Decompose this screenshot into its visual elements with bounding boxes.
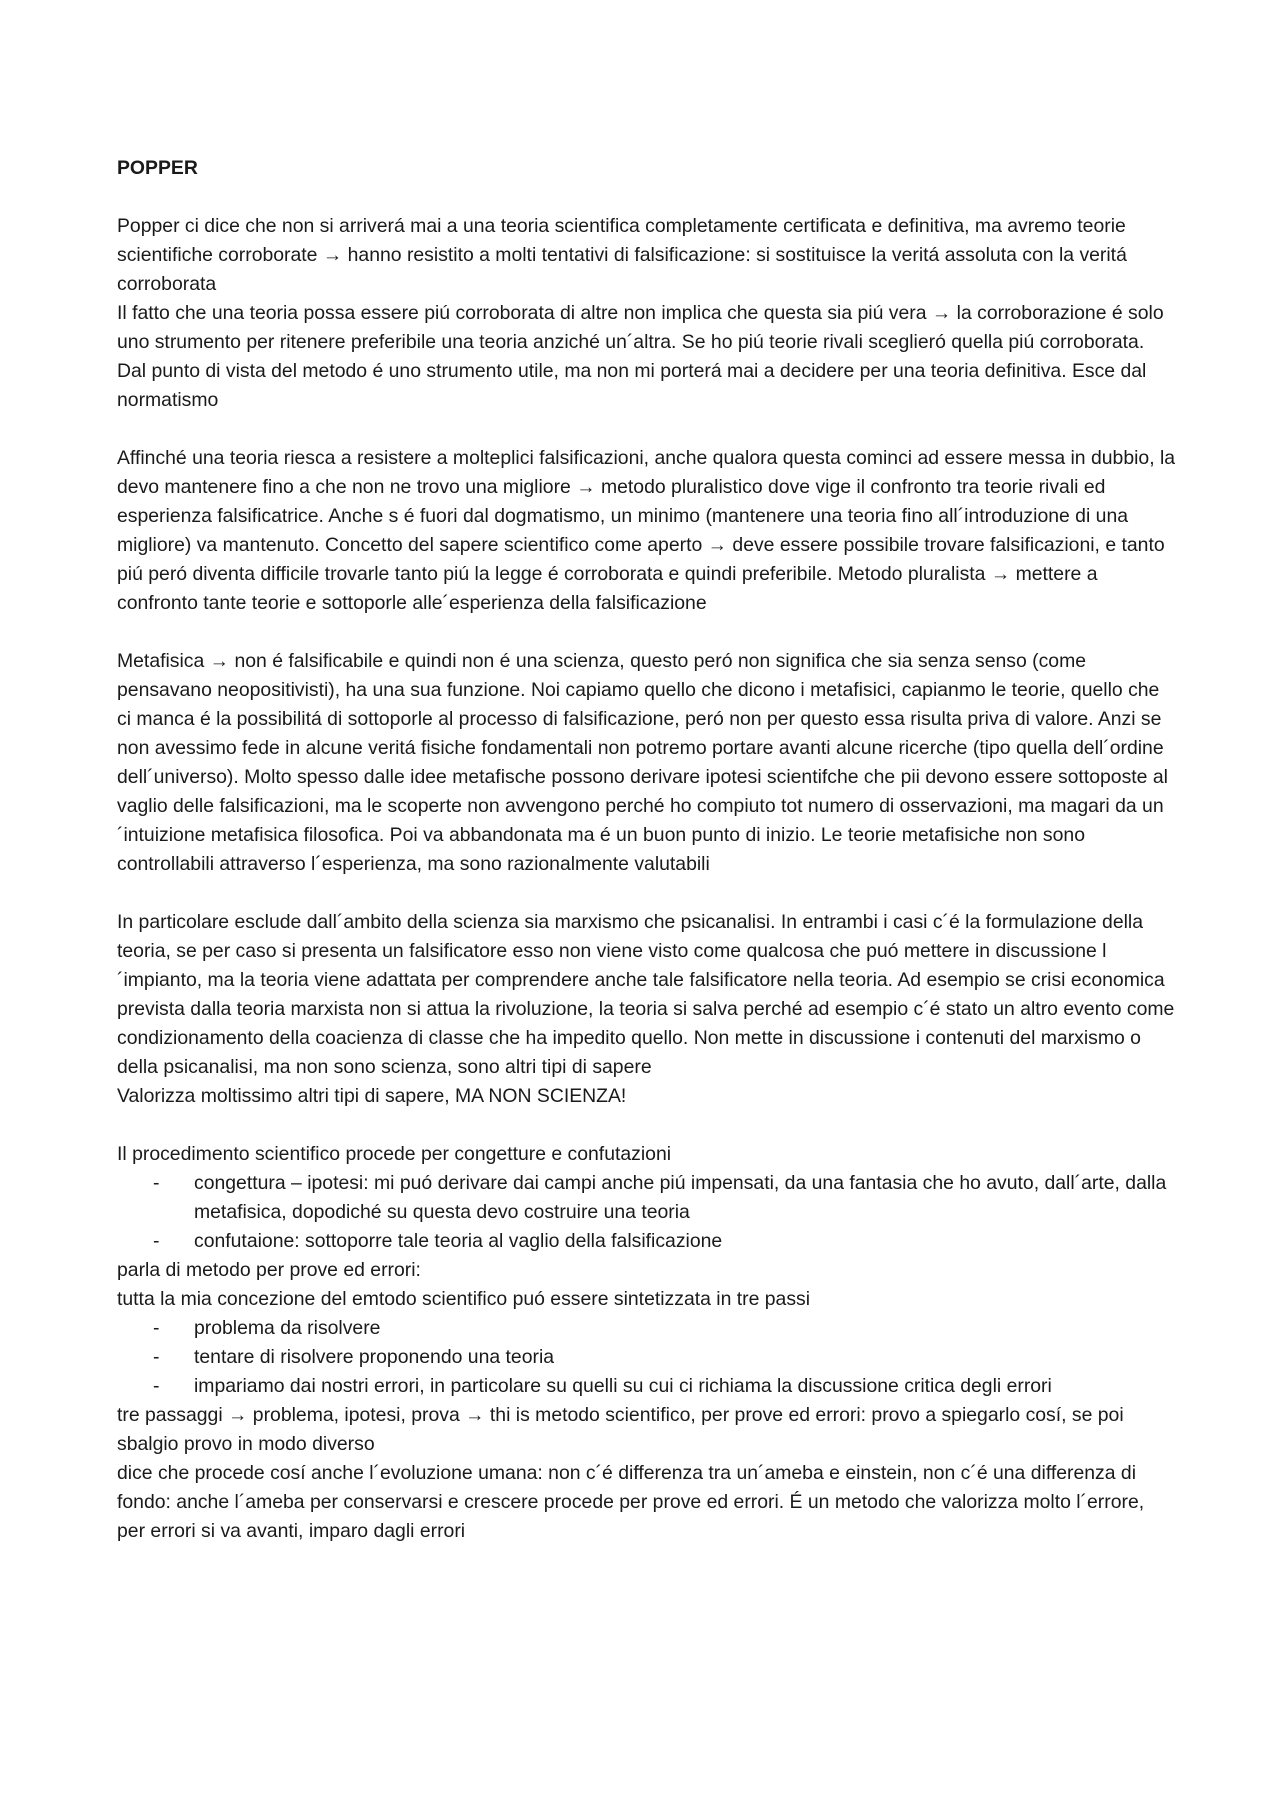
list-item (117, 1169, 1177, 1227)
list-item (117, 1314, 1177, 1343)
paragraph-conjectures: Il procedimento scientifico procede per congetture e confutazioni (117, 1143, 672, 1165)
list-item-text: impariamo dai nostri errori, in particolare su quelli su cui ci richiama la discussione critica degli errori (194, 1375, 1052, 1397)
steps-list (117, 1314, 1177, 1401)
spacer (117, 618, 1177, 647)
paragraph-pluralistic-method: Affinché una teoria riesca a resistere a molteplici falsificazioni, anche qualora questa cominci ad essere messa in dubbio, la devo mantenere fino a che non ne trovo una migliore → metodo pluralistico dove vige il confronto tra teorie rivali ed esperienza falsificatrice. Anche s é fuori dal dogmatismo, un minimo (mantenere una teoria fino all´introduzione di una migliore) va mantenuto. Concetto del sapere scientifico come aperto → deve essere possibile trovare falsificazioni, e tanto piú peró diventa difficile trovarle tanto piú la legge é corroborata e quindi preferibile. Metodo pluralista → mettere a confronto tante teorie e sottoporle alle´esperienza della falsificazione (117, 447, 1176, 614)
paragraph-trial-error: parla di metodo per prove ed errori: (117, 1259, 421, 1281)
list-dash: - (153, 1375, 160, 1397)
document-page (117, 154, 1177, 1546)
paragraph-corroboration: Popper ci dice che non si arriverá mai a una teoria scientifica completamente certificata e definitiva, ma avremo teorie scientifiche corroborate → hanno resistito a molti tentativi di falsificazione: si sostituisce la veritá assoluta con la veritá corroborata (117, 215, 1127, 295)
list-item (117, 1372, 1177, 1401)
list-dash: - (153, 1230, 160, 1252)
spacer (117, 415, 1177, 444)
list-dash: - (153, 1172, 160, 1194)
list-item (117, 1343, 1177, 1372)
document-title: POPPER (117, 157, 198, 179)
list-item (117, 1227, 1177, 1256)
paragraph-corroboration-preference: Il fatto che una teoria possa essere piú corroborata di altre non implica che questa sia piú vera → la corroborazione é solo uno strumento per ritenere preferibile una teoria anziché un´altra. Se ho piú teorie rivali sceglieró quella piú corroborata. Dal punto di vista del metodo é uno strumento utile, ma non mi porterá mai a decidere per una teoria definitiva. Esce dal normatismo (117, 302, 1164, 411)
paragraph-marxism-psychoanalysis: In particolare esclude dall´ambito della scienza sia marxismo che psicanalisi. In entrambi i casi c´é la formulazione della teoria, se per caso si presenta un falsificatore esso non viene visto come qualcosa che puó mettere in discussione l´impianto, ma la teoria viene adattata per comprendere anche tale falsificatore nella teoria. Ad esempio se crisi economica prevista dalla teoria marxista non si attua la rivoluzione, la teoria si salva perché ad esempio c´é stato un altro evento come condizionamento della coacienza di classe che ha impedito quello. Non mette in discussione i contenuti del marxismo o della psicanalisi, ma non sono scienza, sono altri tipi di sapere (117, 911, 1175, 1078)
list-dash: - (153, 1317, 160, 1339)
list-item-text: congettura – ipotesi: mi puó derivare dai campi anche piú impensati, da una fantasia che ho avuto, dall´arte, dalla metafisica, dopodiché su questa devo costruire una teoria (194, 1172, 1167, 1223)
paragraph-three-passages: tre passaggi → problema, ipotesi, prova → thi is metodo scientifico, per prove ed errori: provo a spiegarlo cosí, se poi sbalgio provo in modo diverso (117, 1404, 1124, 1455)
paragraph-other-knowledge: Valorizza moltissimo altri tipi di sapere, MA NON SCIENZA! (117, 1085, 627, 1107)
paragraph-three-steps: tutta la mia concezione del emtodo scientifico puó essere sintetizzata in tre passi (117, 1288, 811, 1310)
spacer (117, 879, 1177, 908)
list-item-text: confutaione: sottoporre tale teoria al vaglio della falsificazione (194, 1230, 723, 1252)
paragraph-evolution: dice che procede cosí anche l´evoluzione umana: non c´é differenza tra un´ameba e einstein, non c´é una differenza di fondo: anche l´ameba per conservarsi e crescere procede per prove ed errori. É un metodo che valorizza molto l´errore, per errori si va avanti, imparo dagli errori (117, 1462, 1145, 1542)
paragraph-metaphysics: Metafisica → non é falsificabile e quindi non é una scienza, questo peró non significa che sia senza senso (come pensavano neopositivisti), ha una sua funzione. Noi capiamo quello che dicono i metafisici, capianmo le teorie, quello che ci manca é la possibilitá di sottoporle al processo di falsificazione, peró non per questo essa risulta priva di valore. Anzi se non avessimo fede in alcune veritá fisiche fondamentali non potremo portare avanti alcune ricerche (tipo quella dell´ordine dell´universo). Molto spesso dalle idee metafische possono derivare ipotesi scientifche che pii devono essere sottoposte al vaglio delle falsificazioni, ma le scoperte non avvengono perché ho compiuto tot numero di osservazioni, ma magari da un´intuizione metafisica filosofica. Poi va abbandonata ma é un buon punto di inizio. Le teorie metafisiche non sono controllabili attraverso l´esperienza, ma sono razionalmente valutabili (117, 650, 1168, 875)
list-item-text: problema da risolvere (194, 1317, 381, 1339)
spacer (117, 1111, 1177, 1140)
list-dash: - (153, 1346, 160, 1368)
conjectures-list (117, 1169, 1177, 1256)
list-item-text: tentare di risolvere proponendo una teoria (194, 1346, 555, 1368)
